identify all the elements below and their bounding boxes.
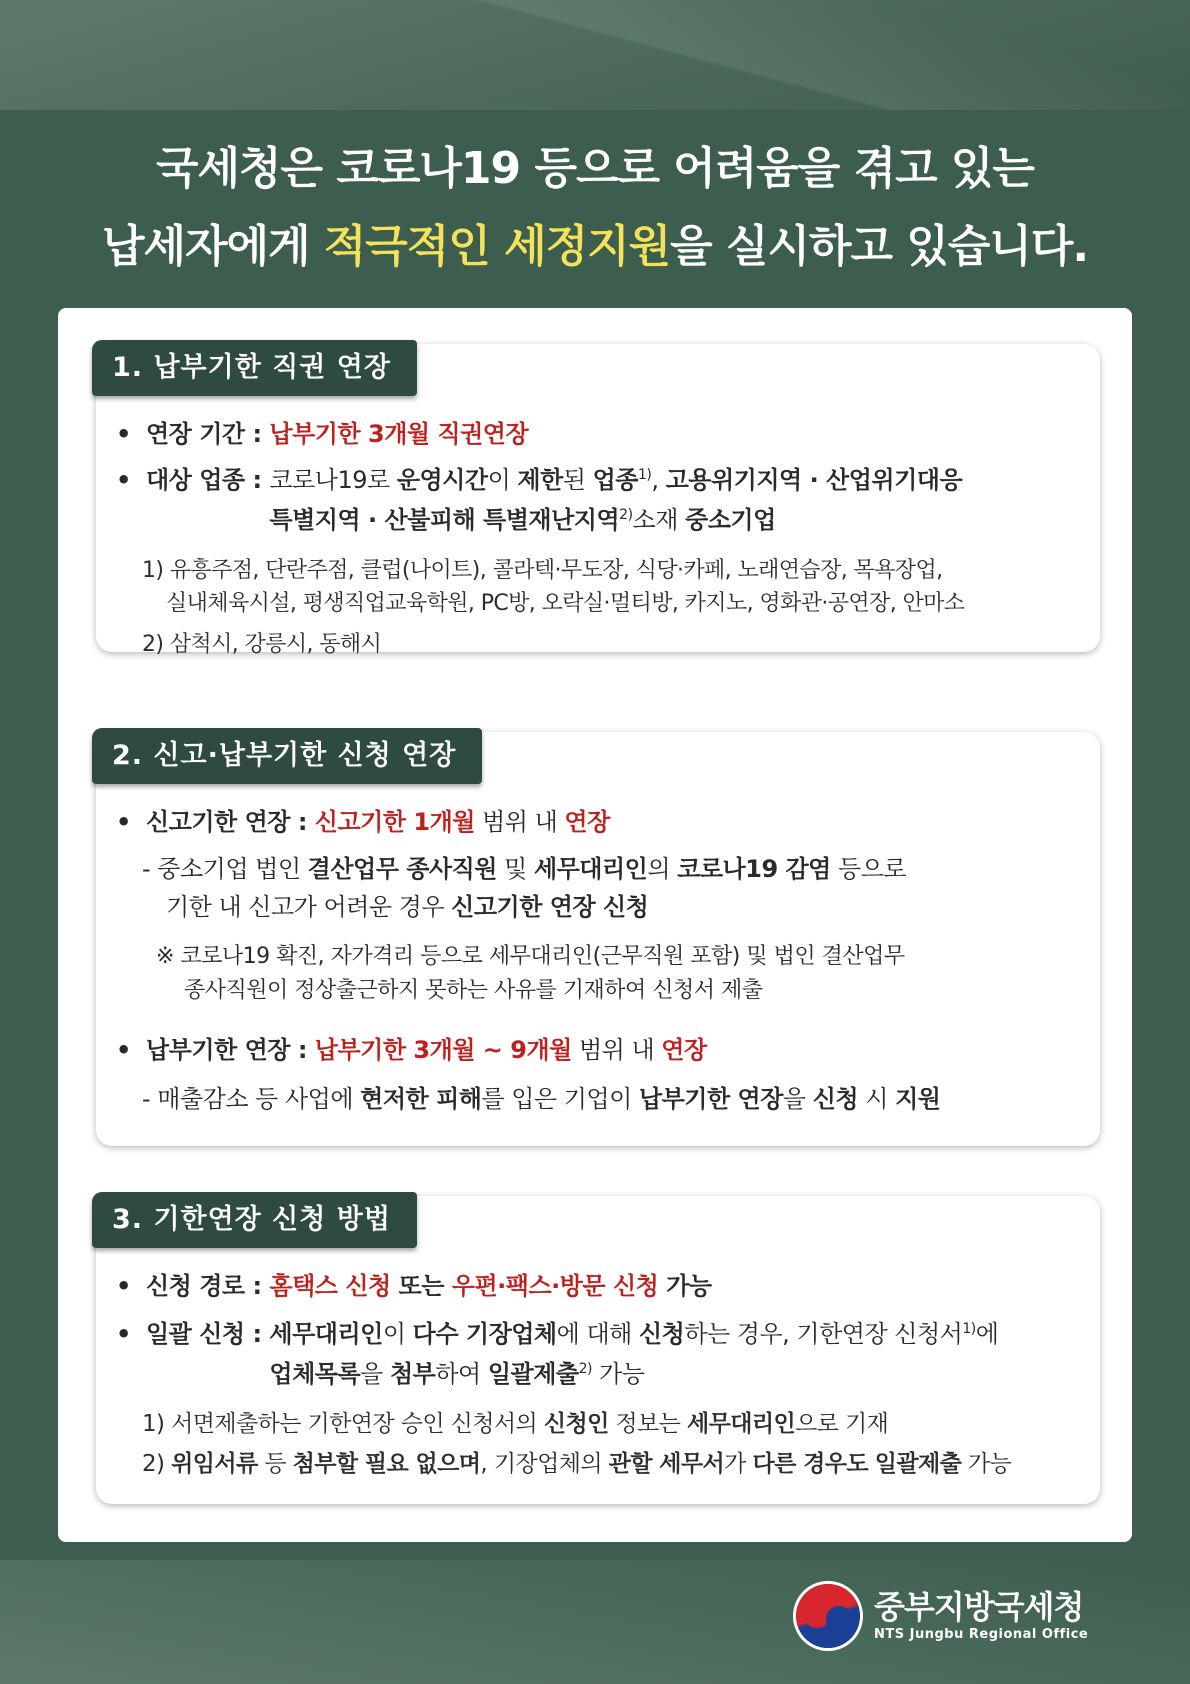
filing-label: 신고기한 연장 : [146, 808, 315, 836]
bulk-note-1 [116, 1404, 1084, 1444]
note-text [868, 1451, 875, 1477]
payment-value [315, 1030, 1084, 1070]
note-text: 가능 [961, 1451, 1012, 1477]
target-text: 제한 [517, 466, 563, 494]
section-3-tag: 3. 기한연장 신청 방법 [92, 1192, 417, 1248]
reference-note-line-1: ※ 코로나19 확진, 자가격리 등으로 세무대리인(근무직원 포함) 및 법인 결산업무 [156, 944, 905, 969]
filing-sub-text: 등으로 [830, 855, 907, 883]
note-text: 등 [257, 1451, 293, 1477]
target-label: 대상 업종 : [146, 466, 270, 494]
background-top-band [0, 0, 1190, 110]
note-text: 일괄제출 [874, 1451, 962, 1477]
payment-sub-line [116, 1080, 1084, 1118]
target-text: 된 [562, 466, 593, 494]
filing-sub-text: 및 [496, 855, 534, 883]
footnote-mark: 2) [578, 1361, 592, 1377]
headline-line-1: 국세청은 코로나19 등으로 어려움을 겪고 있는 [156, 143, 1034, 194]
period-label: 연장 기간 : [146, 420, 270, 448]
note-text: 1) 서면제출하는 기한연장 승인 신청서의 [142, 1411, 544, 1437]
reference-note-line-2: 종사직원이 정상출근하지 못하는 사유를 기재하여 신청서 제출 [184, 978, 763, 1003]
route-label: 신청 경로 : [146, 1272, 270, 1300]
bulk-value [269, 1314, 1084, 1394]
taegeuk-emblem-icon [796, 1584, 860, 1648]
payment-sub-text: - 매출감소 등 사업에 [142, 1085, 361, 1113]
bulk-row [116, 1314, 1084, 1394]
payment-sub-text: 납부기한 연장 [638, 1085, 783, 1113]
filing-text: 연장 [564, 808, 610, 836]
bulk-text: 가능 [591, 1360, 645, 1388]
payment-sub-text: 신청 [812, 1085, 859, 1113]
target-text: 중소기업 [685, 506, 776, 534]
section-1-body [116, 414, 1084, 661]
filing-extension-row [116, 802, 1084, 842]
note-text: 다른 경우도 [752, 1451, 868, 1477]
bulk-text: 하여 [435, 1360, 488, 1388]
target-value [269, 460, 1084, 540]
payment-label: 납부기한 연장 : [146, 1036, 315, 1064]
target-text: 소재 [632, 506, 686, 534]
bulk-text: 세무대리인 [269, 1320, 383, 1348]
note-text: 위임서류 [171, 1451, 258, 1477]
section-1-tag: 1. 납부기한 직권 연장 [92, 340, 417, 396]
agency-logo [796, 1576, 1126, 1656]
bulk-note-2 [116, 1444, 1084, 1484]
note-text: 첨부할 필요 없으며 [292, 1451, 481, 1477]
bullet-icon: • [116, 1272, 131, 1300]
headline [0, 130, 1190, 286]
note-text: , 기장업체의 [480, 1451, 609, 1477]
note-1-continued: 실내체육시설, 평생직업교육학원, PC방, 오락실·멀티방, 카지노, 영화관·공연장, 안마소 [166, 591, 965, 616]
payment-sub-text: 을 [782, 1085, 813, 1113]
route-text: 또는 [390, 1272, 452, 1300]
note-text: 세무대리인 [687, 1411, 796, 1437]
footnote-mark: 1) [637, 467, 652, 483]
route-text: 우편·팩스·방문 신청 [451, 1272, 659, 1300]
section-1-target-row [116, 460, 1084, 540]
filing-sub-text: 의 [647, 855, 678, 883]
filing-text: 범위 내 [474, 808, 565, 836]
section-card-2 [96, 732, 1100, 1146]
filing-sub-line-1 [116, 850, 1084, 888]
route-text: 홈택스 신청 [269, 1272, 391, 1300]
filing-sub-text: 결산업무 종사직원 [307, 855, 497, 883]
section-2-tag: 2. 신고·납부기한 신청 연장 [92, 728, 482, 784]
period-value: 납부기한 3개월 직권연장 [269, 420, 529, 448]
target-text: 고용위기지역 · 산업위기대응 [665, 466, 963, 494]
bullet-icon: • [116, 420, 131, 448]
note-1: 1) 유흥주점, 단란주점, 클럽(나이트), 콜라텍·무도장, 식당·카페, 노래연습장, 목욕장업, [142, 558, 943, 583]
target-text: , [651, 466, 666, 494]
route-text: 가능 [658, 1272, 712, 1300]
section-3-notes [116, 1404, 1084, 1484]
bulk-text: 에 [975, 1320, 999, 1348]
content-panel [58, 308, 1132, 1542]
filing-sub-line-2 [116, 888, 1084, 926]
target-text: 운영시간 [396, 466, 488, 494]
payment-text: 범위 내 [571, 1036, 662, 1064]
bulk-text: 첨부 [389, 1360, 436, 1388]
payment-sub-text: 현저한 피해 [360, 1085, 482, 1113]
section-3-body [116, 1266, 1084, 1484]
bulk-text: 일괄제출 [487, 1360, 579, 1388]
section-1-notes [116, 554, 1084, 661]
payment-sub-text: 시 [858, 1085, 896, 1113]
filing-sub-text: - 중소기업 법인 [142, 855, 308, 883]
footnote-mark: 1) [962, 1321, 976, 1337]
target-text: 업종 [592, 466, 638, 494]
bulk-text: 업체목록 [269, 1360, 361, 1388]
bulk-label: 일괄 신청 : [146, 1320, 270, 1348]
payment-extension-row [116, 1030, 1084, 1070]
filing-text: 신고기한 1개월 [314, 808, 475, 836]
payment-sub-text: 지원 [895, 1085, 941, 1113]
filing-sub-text: 세무대리인 [533, 855, 648, 883]
headline-line-2-end: 을 실시하고 있습니다. [670, 221, 1089, 272]
bulk-text: 에 대해 [556, 1320, 639, 1348]
note-text: 2) [142, 1451, 172, 1477]
route-row [116, 1266, 1084, 1306]
headline-highlight: 적극적인 세정지원 [323, 221, 671, 272]
target-text: 특별지역 · 산불피해 특별재난지역 [269, 506, 620, 534]
target-text: 이 [487, 466, 518, 494]
payment-text: 연장 [661, 1036, 707, 1064]
filing-sub-text: 코로나19 감염 [677, 855, 831, 883]
bullet-icon: • [116, 1320, 131, 1348]
note-text: 관할 세무서 [608, 1451, 725, 1477]
bullet-icon: • [116, 808, 131, 836]
headline-line-2 [0, 208, 1190, 286]
bulk-text: 신청 [638, 1320, 685, 1348]
route-value [269, 1266, 1084, 1306]
payment-sub-text: 를 입은 기업이 [481, 1085, 639, 1113]
note-text: 으로 기재 [795, 1411, 889, 1437]
logo-text [874, 1588, 1088, 1644]
section-card-1 [96, 344, 1100, 657]
payment-text: 납부기한 3개월 ~ 9개월 [314, 1036, 572, 1064]
logo-korean-name: 중부지방국세청 [874, 1588, 1084, 1626]
footnote-mark: 2) [619, 507, 633, 523]
headline-line-2-start: 납세자에게 [101, 221, 324, 272]
bulk-text: 을 [360, 1360, 390, 1388]
logo-english-name: NTS Jungbu Regional Office [874, 1627, 1089, 1642]
note-text: 가 [724, 1451, 753, 1477]
section-2-body [116, 802, 1084, 1118]
bulk-text: 하는 경우, 기한연장 신청서 [684, 1320, 963, 1348]
note-2: 2) 삼척시, 강릉시, 동해시 [142, 632, 382, 657]
bullet-icon: • [116, 1036, 131, 1064]
filing-sub-text: 신고기한 연장 신청 [451, 893, 649, 921]
bulk-text: 이 [382, 1320, 413, 1348]
note-text: 정보는 [608, 1411, 687, 1437]
target-text: 코로나19로 [269, 466, 397, 494]
bulk-text: 다수 기장업체 [412, 1320, 557, 1348]
section-1-period-row [116, 414, 1084, 454]
filing-value [315, 802, 1084, 842]
filing-sub-text: 기한 내 신고가 어려운 경우 [166, 893, 452, 921]
section-card-3 [96, 1196, 1100, 1504]
note-text: 신청인 [543, 1411, 609, 1437]
bullet-icon: • [116, 466, 131, 494]
